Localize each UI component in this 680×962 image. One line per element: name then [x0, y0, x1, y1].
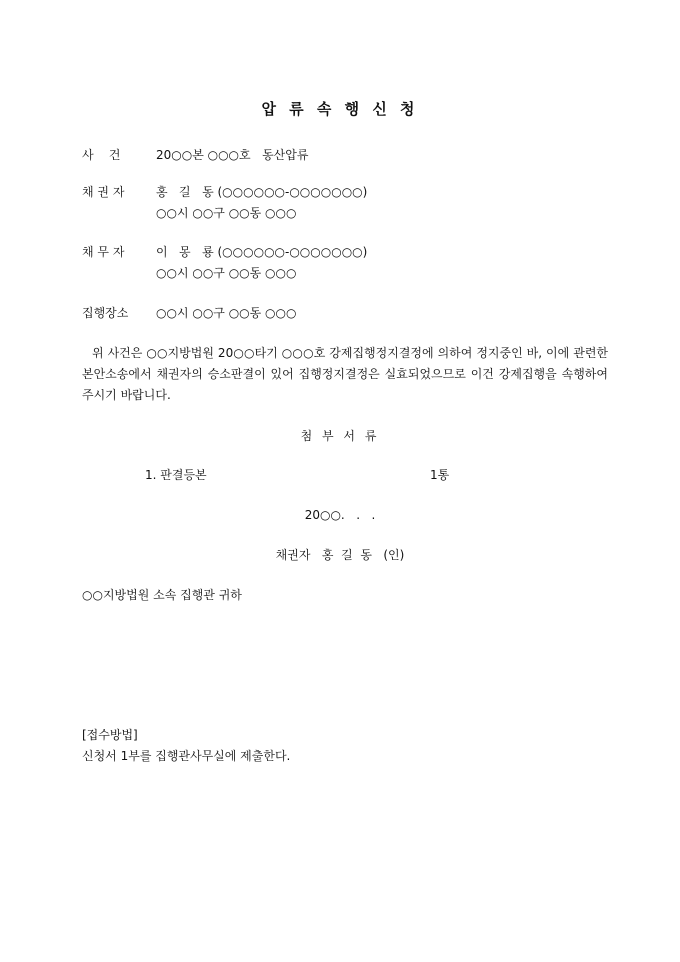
creditor-label: 채 권 자	[82, 185, 125, 199]
attachment-item-count: 1통	[430, 468, 450, 482]
attachment-item-label: 1. 판결등본	[145, 468, 207, 482]
debtor-id: (○○○○○○-○○○○○○○)	[217, 245, 368, 259]
case-value: 20○○본 ○○○호 동산압류	[156, 148, 309, 162]
receipt-method-text: 신청서 1부를 집행관사무실에 제출한다.	[82, 749, 291, 763]
receipt-method-heading: [접수방법]	[82, 728, 138, 742]
debtor-row	[82, 243, 367, 260]
document-title: 압 류 속 행 신 청	[261, 100, 419, 118]
place-row	[82, 304, 296, 321]
case-row	[82, 146, 308, 163]
creditor-address: ○○시 ○○구 ○○동 ○○○	[156, 206, 297, 220]
creditor-row	[82, 183, 367, 200]
attachments-heading: 첨 부 서 류	[300, 429, 380, 443]
place-label: 집행장소	[82, 306, 129, 320]
creditor-id: (○○○○○○-○○○○○○○)	[217, 185, 368, 199]
place-value: ○○시 ○○구 ○○동 ○○○	[156, 306, 297, 320]
request-body: 위 사건은 ○○지방법원 20○○타기 ○○○호 강제집행정지결정에 의하여 정지중인 바, 이에 관련한 본안소송에서 채권자의 승소판결이 있어 집행정지결정은 실효되었으므로 이건 강제집행을 속행하여 주시기 바랍니다.	[82, 346, 608, 402]
document-date: 20○○. . .	[304, 508, 376, 522]
signature-line: 채권자 홍 길 동 (인)	[275, 548, 405, 562]
debtor-label: 채 무 자	[82, 245, 125, 259]
recipient-line: ○○지방법원 소속 집행관 귀하	[82, 588, 242, 602]
debtor-address: ○○시 ○○구 ○○동 ○○○	[156, 266, 297, 280]
debtor-name: 이 몽 룡	[156, 245, 214, 259]
case-label: 사 건	[82, 148, 121, 162]
creditor-name: 홍 길 동	[156, 185, 214, 199]
